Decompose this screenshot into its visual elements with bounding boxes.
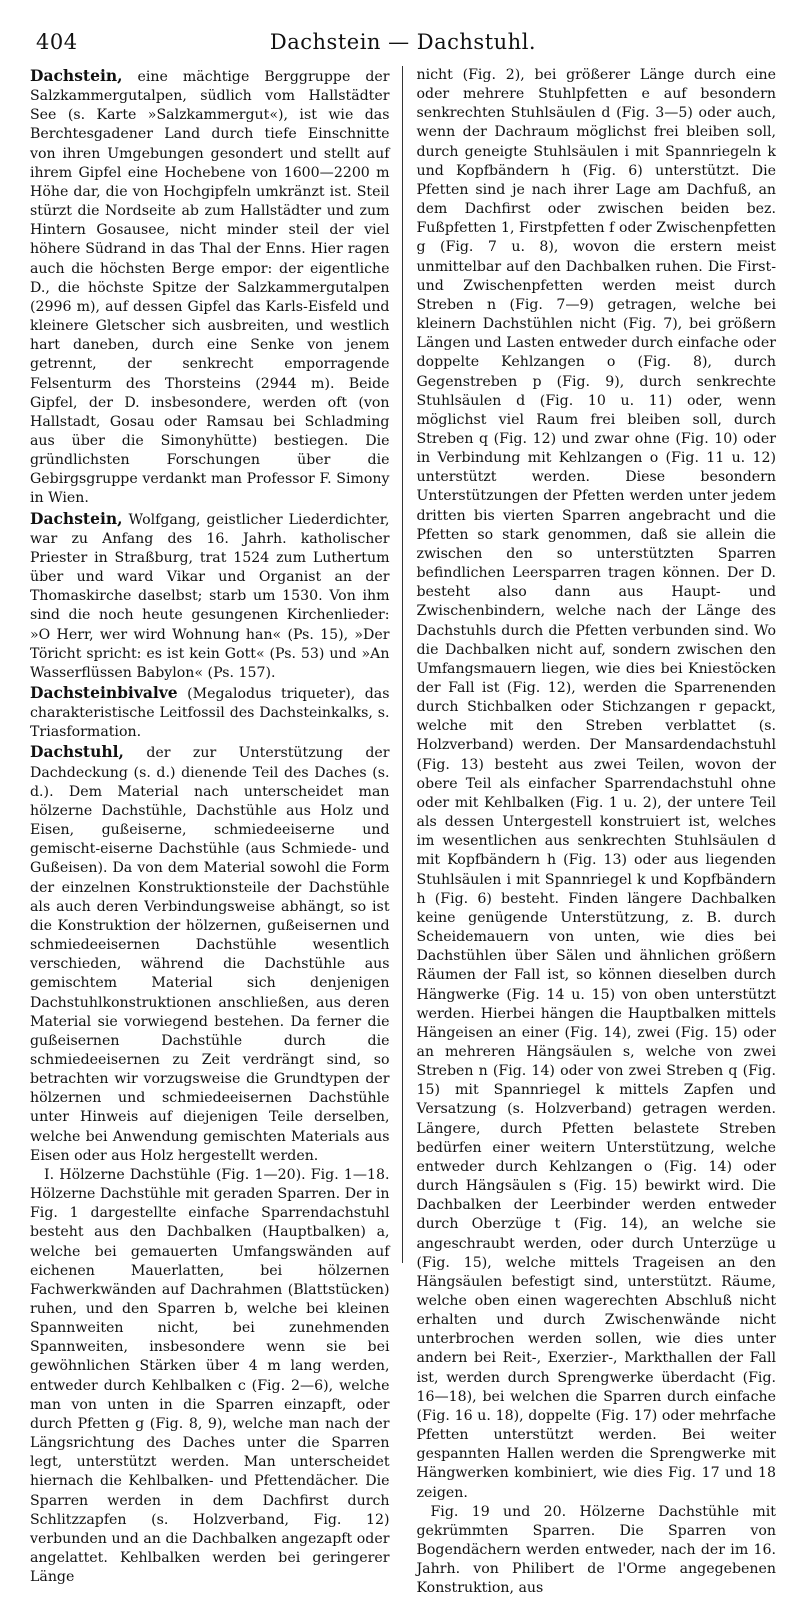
entry-text: (Megalodus triqueter), das charakteristische Leitfossil des Dachsteinkalks, s. Triasformation.: [30, 686, 390, 741]
entry-text: Fig. 19 und 20. Hölzerne Dachstühle mit gekrümmten Sparren. Die Sparren von Bogendächern werden entweder, nach der im 16. Jahrh. von Philibert de l'Orme angegebenen Konstruktion, aus: [416, 1503, 776, 1597]
entry-dachstuhl: [30, 742, 390, 1165]
entry-text: der zur Unterstützung der Dachdeckung (s. d.) dienende Teil des Daches (s. d.). Dem Material nach unterscheidet man hölzerne Dachstühle, Dachstühle aus Holz und Eisen, gußeiserne, schmiedeeiserne und gemischt-eiserne Dachstühle (aus Schmiede- und Gußeisen). Da von dem Material sowohl die Form der einzelnen Konstruktionsteile der Dachstühle als auch deren Verbindungsweise abhängt, so ist die Konstruktion der hölzernen, gußeisernen und schmiedeeisernen Dachstühle wesentlich verschieden, während die Dachstühle aus gemischtem Material sich denjenigen Dachstuhlkonstruktionen anschließen, aus deren Material sie vorwiegend bestehen. Da ferner die gußeisernen Dachstühle durch die schmiedeeisernen zu Zeit verdrängt sind, so betrachten wir vorzugsweise die Grundtypen der hölzernen und schmiedeeisernen Dachstühle unter Hinweis auf diejenigen Teile derselben, welche bei Anwendung gemischten Materials aus Eisen oder aus Holz hergestellt werden.: [30, 745, 390, 1164]
page-header: [30, 0, 776, 54]
section-hoelzerne-dachstuehle: [30, 1166, 390, 1587]
running-head: Dachstein — Dachstuhl.: [269, 30, 537, 54]
entry-text: I. Hölzerne Dachstühle (Fig. 1—20). Fig. 1—18. Hölzerne Dachstühle mit geraden Sparren. Der in Fig. 1 dargestellte einfache Sparrendachstuhl besteht aus den Dachbalken (Hauptbalken) a, welche bei gemauerten Umfangswänden auf eichenen Mauerlatten, bei hölzernen Fachwerkwänden auf Dachrahmen (Blattstücken) ruhen, und den Sparren b, welche bei kleinen Spannweiten nicht, bei zunehmenden Spannweiten, insbesondere wenn sie bei gewöhnlichen Stärken über 4 m lang werden, entweder durch Kehlbalken c (Fig. 2—6), welche man von unten in die Sparren einzapft, oder durch Pfetten g (Fig. 8, 9), welche man nach der Längsrichtung des Daches unter die Sparren legt, unterstützt werden. Man unterscheidet hiernach die Kehlbalken- und Pfettendächer. Die Sparren werden in dem Dachfirst durch Schlitzzapfen (s. Holzverband, Fig. 12) verbunden und an die Dachbalken angezapft oder angelattet. Kehlbalken werden bei geringerer Länge: [30, 1166, 390, 1586]
entry-text: eine mächtige Berggruppe der Salzkammergutalpen, südlich vom Hallstädter See (s. Karte »Salzkammergut«), ist wie das Berchtesgadener Land durch tiefe Einschnitte von ihren Umgebungen gesondert und stellt auf ihrem Gipfel eine Hochebene von 1600—2200 m Höhe dar, die von Hochgipfeln umkränzt ist. Steil stürzt die Nordseite ab zum Hallstädter und zum Hintern Gosausee, nicht minder steil der viel höhere Südrand in das Thal der Enns. Hier ragen auch die höchsten Berge empor: der eigentliche D., die höchste Spitze der Salzkammergutalpen (2996 m), auf dessen Gipfel das Karls-Eisfeld und kleinere Gletscher sich ausbreiten, und westlich hart daneben, durch eine Senke von jenem getrennt, der senkrecht emporragende Felsenturm des Thorsteins (2944 m). Beide Gipfel, der D. insbesondere, werden oft (von Hallstadt, Gosau oder Ramsau bei Schladming aus über die Simonyhütte) bestiegen. Die gründlichsten Forschungen über die Gebirgsgruppe verdankt man Professor F. Simony in Wien.: [30, 69, 390, 507]
entry-lemma: Dachstein,: [30, 66, 123, 85]
entry-dachstein-wolfgang: [30, 509, 390, 683]
text-columns: [30, 66, 776, 1597]
left-column: [30, 66, 402, 1586]
page-number: 404: [36, 30, 78, 54]
entry-lemma: Dachstein,: [30, 508, 123, 528]
paragraph-fig-19-20: [417, 1503, 777, 1599]
right-column: [402, 66, 777, 1597]
paragraph-continuation: [417, 66, 777, 1503]
entry-lemma: Dachstuhl,: [30, 742, 124, 762]
entry-dachsteinbivalve: [30, 683, 390, 742]
entry-text: nicht (Fig. 2), bei größerer Länge durch eine oder mehrere Stuhlpfetten e auf besondern senkrechten Stuhlsäulen d (Fig. 3—5) oder auch, wenn der Dachraum möglichst frei bleiben soll, durch geneigte Stuhlsäulen i mit Spannriegeln k und Kopfbändern h (Fig. 6) unterstützt. Die Pfetten sind je nach ihrer Lage am Dachfuß, an dem Dachfirst oder zwischen beiden bez. Fußpfetten 1, Firstpfetten f oder Zwischenpfetten g (Fig. 7 u. 8), wovon die erstern meist unmittelbar auf den Dachbalken ruhen. Die First- und Zwischenpfetten werden meist durch Streben n (Fig. 7—9) getragen, welche bei kleinern Dachstühlen nicht (Fig. 7), bei größern Längen und Lasten entweder durch einfache oder doppelte Kehlzangen o (Fig. 8), durch Gegenstreben p (Fig. 9), durch senkrechte Stuhlsäulen d (Fig. 10 u. 11) oder, wenn möglichst viel Raum frei bleiben soll, durch Streben q (Fig. 12) und zwar ohne (Fig. 10) oder in Verbindung mit Kehlzangen o (Fig. 11 u. 12) unterstützt werden. Diese besondern Unterstützungen der Pfetten werden unter jedem dritten bis vierten Sparren angebracht und die Pfetten so stark genommen, daß sie allein die zwischen den so unterstützten Sparren befindlichen Leersparren tragen können. Der D. besteht also dann aus Haupt- und Zwischenbindern, welche nach der Länge des Dachstuhls durch die Pfetten verbunden sind. Wo die Dachbalken nicht auf, sondern zwischen den Umfangsmauern liegen, wie dies bei Kniestöcken der Fall ist (Fig. 12), werden die Sparrenenden durch Stichbalken oder Stichzangen r gepackt, welche mit den Streben verblattet (s. Holzverband) werden. Der Mansardendachstuhl (Fig. 13) besteht aus zwei Teilen, wovon der obere Teil als einfacher Sparrendachstuhl ohne oder mit Kehlbalken (Fig. 1 u. 2), der untere Teil als dessen Untergestell konstruiert ist, welches im wesentlichen aus senkrechten Stuhlsäulen d mit Kopfbändern h (Fig. 13) oder aus liegenden Stuhlsäulen i mit Spannriegel k und Kopfbändern h (Fig. 6) besteht. Finden längere Dachbalken keine genügende Unterstützung, z. B. durch Scheidemauern von unten, wie dies bei Dachstühlen über Sälen und ähnlichen größern Räumen der Fall ist, so können dieselben durch Hängwerke (Fig. 14 u. 15) von oben unterstützt werden. Hierbei hängen die Hauptbalken mittels Hängeisen an einer (Fig. 14), zwei (Fig. 15) oder an mehreren Hängsäulen s, welche von zwei Streben n (Fig. 14) oder von zwei Streben q (Fig. 15) mit Spannriegel k mittels Zapfen und Versatzung (s. Holzverband) getragen werden. Längere, durch Pfetten belastete Streben bedürfen einer weitern Unterstützung, welche entweder durch Kehlzangen o (Fig. 14) oder durch Hängsäulen s (Fig. 15) bewirkt wird. Die Dachbalken der Leerbinder werden entweder durch Oberzüge t (Fig. 14), an welche sie angeschraubt werden, oder durch Unterzüge u (Fig. 15), welche mittels Trageisen an den Hängsäulen befestigt sind, unterstützt. Räume, welche oben einen wagerechten Abschluß nicht erhalten und durch Zwischenwände nicht unterbrochen werden sollen, wie dies unter andern bei Reit-, Exerzier-, Markthallen der Fall ist, werden durch Sprengwerke überdacht (Fig. 16—18), bei welchen die Sparren durch einfache (Fig. 16 u. 18), doppelte (Fig. 17) oder mehrfache Pfetten unterstützt werden. Bei weiter gespannten Hallen werden die Sprengwerke mit Hängwerken kombiniert, wie dies Fig. 17 und 18 zeigen.: [416, 67, 776, 1501]
entry-dachstein: [30, 66, 390, 509]
entry-text: Wolfgang, geistlicher Liederdichter, war zu Anfang des 16. Jahrh. katholischer Priester in Straßburg, trat 1524 zum Luthertum über und ward Vikar und Organist an der Thomaskirche daselbst; starb um 1530. Von ihm sind die noch heute gesungenen Kirchenlieder: »O Herr, wer wird Wohnung han« (Ps. 15), »Der Töricht spricht: es ist kein Gott« (Ps. 53) und »An Wasserflüssen Babylon« (Ps. 157).: [30, 511, 390, 681]
entry-lemma: Dachsteinbivalve: [30, 683, 178, 702]
